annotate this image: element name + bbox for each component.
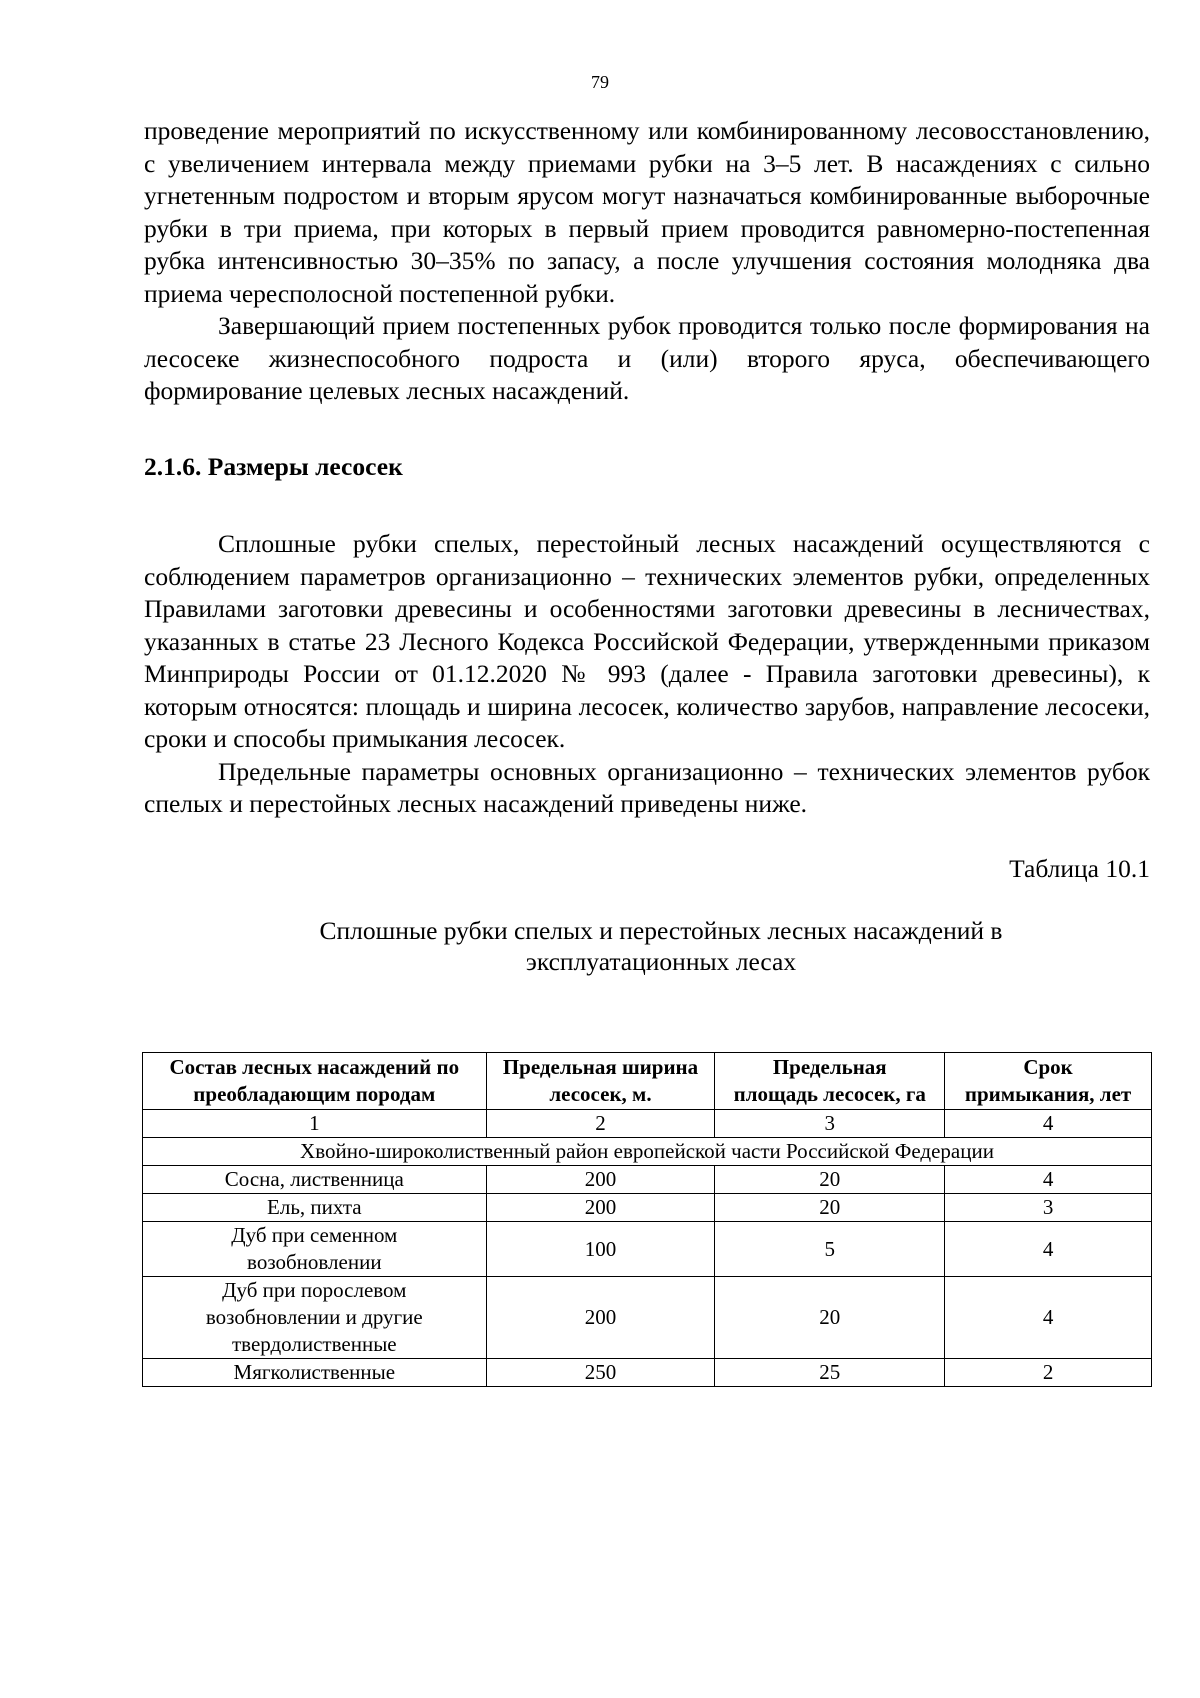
table-title (144, 915, 1150, 977)
paragraph-continuation: проведение мероприятий по искусственному или комбинированному лесовосстановлению, с увеличением интервала между приемами рубки на 3–5 лет. В насаждениях с сильно угнетенным подростом и вторым ярусом могут назначаться комбинированные выборочные рубки в три приема, при которых в первый прием проводится равномерно-постепенная рубка интенсивностью 30–35% по запасу, а после улучшения состояния молодняка два приема чересполосной постепенной рубки. (144, 116, 1150, 308)
header-max-width: Предельная ширина лесосек, м. (486, 1053, 715, 1110)
paragraph-final-cut: Завершающий прием постепенных рубок проводится только после формирования на лесосеке жизнеспособного подроста и (или) второго яруса, обеспечивающего формирование целевых лесных насаждений. (144, 311, 1150, 405)
width-cell: 200 (486, 1166, 715, 1194)
term-cell: 2 (945, 1359, 1152, 1387)
species-cell: Дуб при порослевом возобновлении и другие твердолиственные (143, 1277, 487, 1359)
column-number: 1 (143, 1110, 487, 1138)
species-cell: Дуб при семенном возобновлении (143, 1222, 487, 1277)
width-cell: 100 (486, 1222, 715, 1277)
header-max-area: Предельная площадь лесосек, га (715, 1053, 945, 1110)
area-cell: 20 (715, 1166, 945, 1194)
area-cell: 5 (715, 1222, 945, 1277)
term-cell: 4 (945, 1277, 1152, 1359)
term-cell: 4 (945, 1222, 1152, 1277)
table-title-line-2: эксплуатационных лесах (525, 947, 797, 976)
paragraph-limit-parameters: Предельные параметры основных организационно – технических элементов рубок спелых и перестойных лесных насаждений приведены ниже. (144, 756, 1150, 818)
species-cell: Ель, пихта (143, 1194, 487, 1222)
table-row (143, 1166, 1152, 1194)
column-number: 2 (486, 1110, 715, 1138)
header-adjoining-term: Срок примыкания, лет (945, 1053, 1152, 1110)
table-row (143, 1194, 1152, 1222)
species-cell: Мягколиственные (143, 1359, 487, 1387)
column-number-row (143, 1110, 1152, 1138)
area-cell: 25 (715, 1359, 945, 1387)
region-row (143, 1138, 1152, 1166)
column-number: 3 (715, 1110, 945, 1138)
area-cell: 20 (715, 1277, 945, 1359)
cutting-parameters-table (142, 1052, 1152, 1387)
width-cell: 200 (486, 1194, 715, 1222)
area-cell: 20 (715, 1194, 945, 1222)
paragraph-clear-cut-rules: Сплошные рубки спелых, перестойный лесных насаждений осуществляются с соблюдением параметров организационно – технических элементов рубки, определенных Правилами заготовки древесины и особенностями заготовки древесины в лесничествах, указанных в статье 23 Лесного Кодекса Российской Федерации, утвержденными приказом Минприроды России от 01.12.2020 № 993 (далее - Правила заготовки древесины), к которым относятся: площадь и ширина лесосек, количество зарубов, направление лесосеки, сроки и способы примыкания лесосек. (144, 529, 1150, 753)
table-header-row (143, 1053, 1152, 1110)
table-title-line-1: Сплошные рубки спелых и перестойных лесных насаждений в (319, 916, 1003, 945)
term-cell: 4 (945, 1166, 1152, 1194)
width-cell: 250 (486, 1359, 715, 1387)
table-row (143, 1277, 1152, 1359)
page-body (144, 115, 1150, 977)
term-cell: 3 (945, 1194, 1152, 1222)
header-species-composition: Состав лесных насаждений по преобладающим породам (143, 1053, 487, 1110)
column-number: 4 (945, 1110, 1152, 1138)
species-cell: Сосна, лиственница (143, 1166, 487, 1194)
section-heading: 2.1.6. Размеры лесосек (144, 451, 403, 481)
table-row (143, 1222, 1152, 1277)
page-number: 79 (591, 72, 609, 92)
region-name: Хвойно-широколиственный район европейской части Российской Федерации (143, 1138, 1152, 1166)
table-label: Таблица 10.1 (1009, 853, 1150, 883)
table-row (143, 1359, 1152, 1387)
width-cell: 200 (486, 1277, 715, 1359)
